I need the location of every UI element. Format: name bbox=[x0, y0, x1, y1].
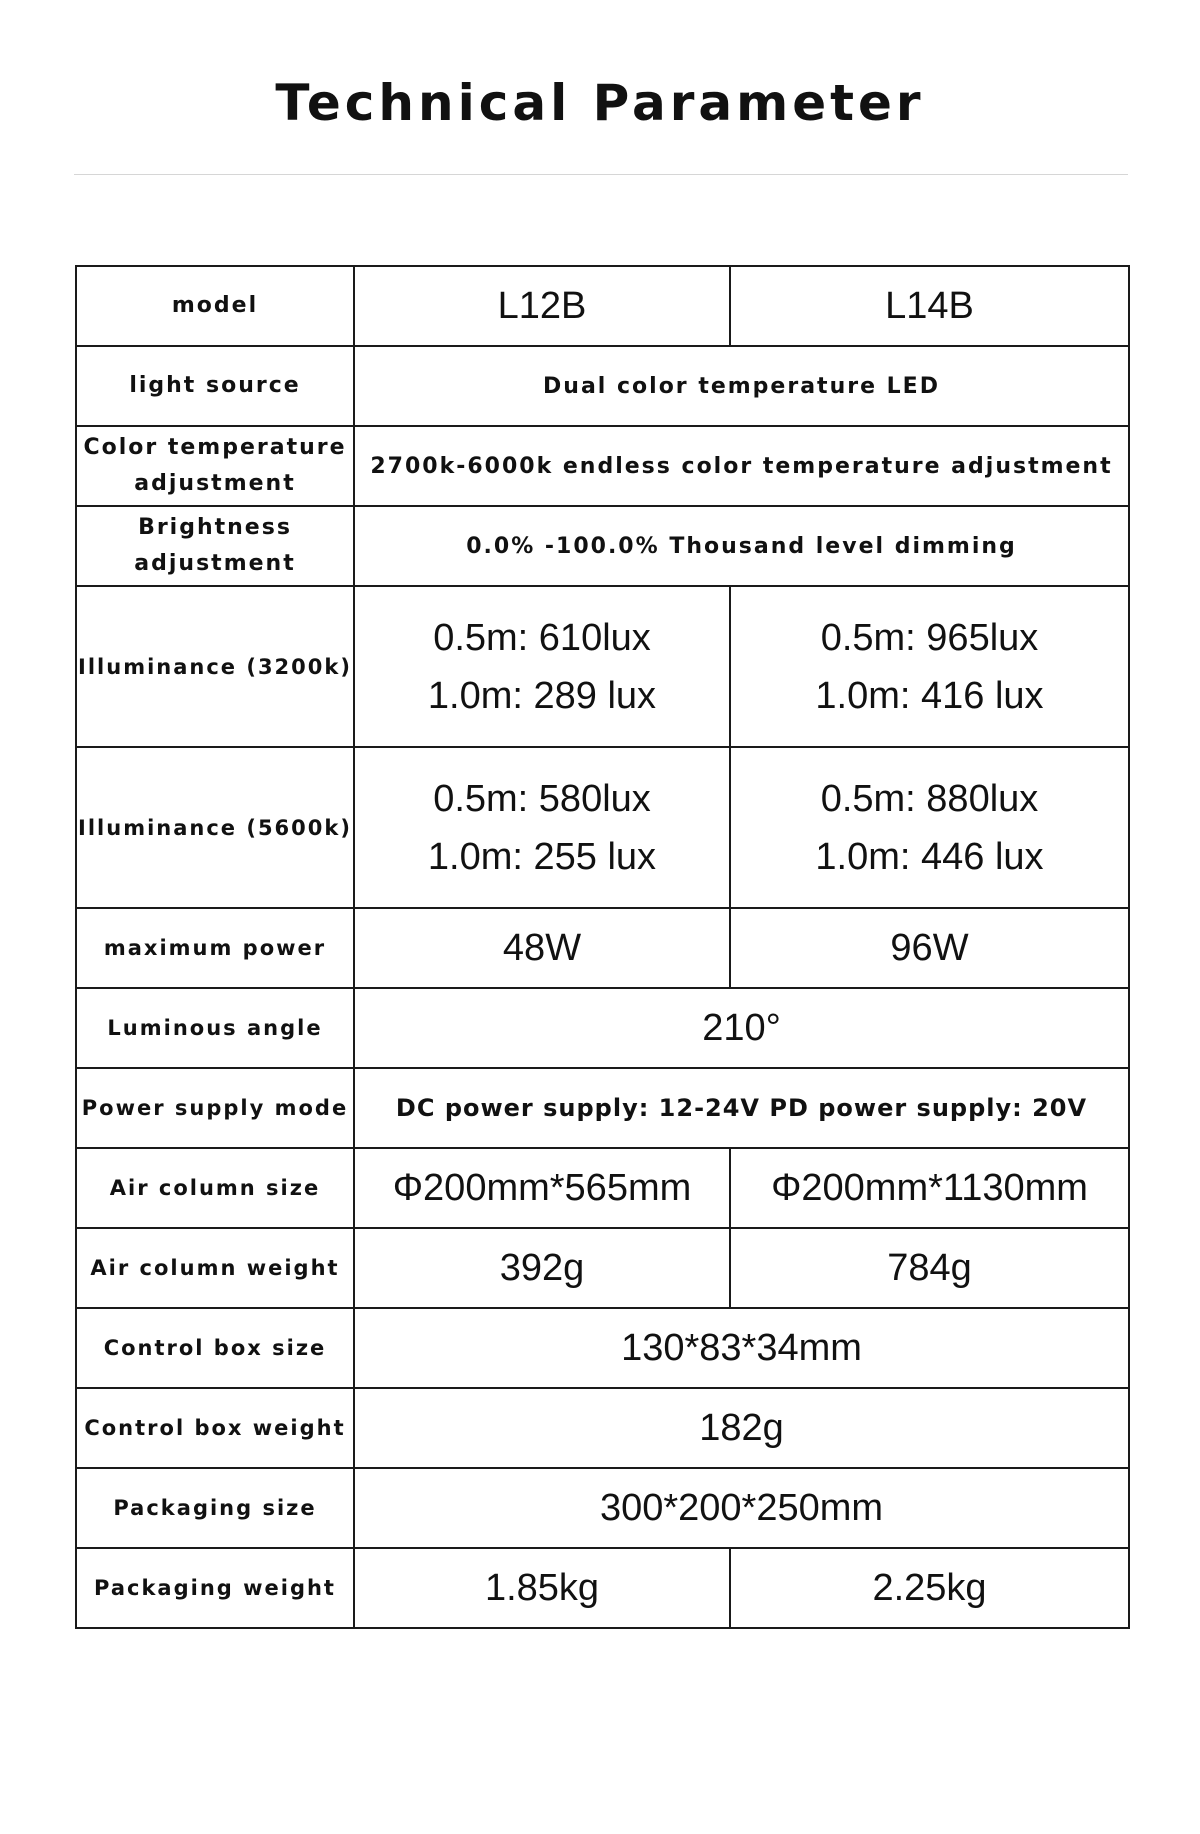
row-label-brightness-line1: Brightness bbox=[138, 515, 292, 540]
row-label-control-box-weight: Control box weight bbox=[76, 1388, 354, 1468]
brightness-value: 0.0% -100.0% Thousand level dimming bbox=[354, 506, 1129, 586]
luminous-angle-value: 210° bbox=[354, 988, 1129, 1068]
illuminance-3200k-l14b bbox=[730, 586, 1129, 747]
row-label-packaging-weight: Packaging weight bbox=[76, 1548, 354, 1628]
title-divider bbox=[74, 174, 1128, 175]
illuminance-3200k-l12b bbox=[354, 586, 730, 747]
illuminance-3200k-l12b-10m: 1.0m: 289 lux bbox=[427, 674, 657, 717]
illuminance-5600k-l12b-05m: 0.5m: 580lux bbox=[433, 777, 651, 820]
table-row-illuminance-3200k bbox=[76, 586, 1129, 747]
row-label-color-temperature-line2: adjustment bbox=[134, 471, 296, 496]
control-box-weight-value: 182g bbox=[354, 1388, 1129, 1468]
illuminance-3200k-l14b-10m: 1.0m: 416 lux bbox=[815, 674, 1044, 717]
table-row-air-column-size bbox=[76, 1148, 1129, 1228]
row-label-brightness-line2: adjustment bbox=[134, 551, 296, 576]
table-row-color-temperature bbox=[76, 426, 1129, 506]
light-source-value: Dual color temperature LED bbox=[354, 346, 1129, 426]
illuminance-3200k-l12b-05m: 0.5m: 610lux bbox=[433, 616, 651, 659]
model-l12b: L12B bbox=[354, 266, 730, 346]
illuminance-3200k-l14b-05m: 0.5m: 965lux bbox=[820, 616, 1039, 659]
illuminance-5600k-l12b bbox=[354, 747, 730, 908]
maximum-power-l14b: 96W bbox=[730, 908, 1129, 988]
row-label-luminous-angle: Luminous angle bbox=[76, 988, 354, 1068]
packaging-weight-l14b: 2.25kg bbox=[730, 1548, 1129, 1628]
table-row-maximum-power bbox=[76, 908, 1129, 988]
illuminance-5600k-l14b bbox=[730, 747, 1129, 908]
color-temperature-value: 2700k-6000k endless color temperature adjustment bbox=[354, 426, 1129, 506]
row-label-control-box-size: Control box size bbox=[76, 1308, 354, 1388]
packaging-weight-l12b: 1.85kg bbox=[354, 1548, 730, 1628]
table-row-brightness bbox=[76, 506, 1129, 586]
row-label-model: model bbox=[76, 266, 354, 346]
row-label-illuminance-3200k: Illuminance (3200k) bbox=[76, 586, 354, 747]
table-row-packaging-size bbox=[76, 1468, 1129, 1548]
air-column-weight-l14b: 784g bbox=[730, 1228, 1129, 1308]
table-row-air-column-weight bbox=[76, 1228, 1129, 1308]
illuminance-5600k-l12b-10m: 1.0m: 255 lux bbox=[427, 835, 657, 878]
maximum-power-l12b: 48W bbox=[354, 908, 730, 988]
row-label-maximum-power: maximum power bbox=[76, 908, 354, 988]
packaging-size-value: 300*200*250mm bbox=[354, 1468, 1129, 1548]
illuminance-5600k-l14b-10m: 1.0m: 446 lux bbox=[815, 835, 1044, 878]
row-label-color-temperature-line1: Color temperature bbox=[83, 435, 347, 460]
air-column-size-l14b: Φ200mm*1130mm bbox=[730, 1148, 1129, 1228]
table-row-power-supply bbox=[76, 1068, 1129, 1148]
row-label-color-temperature bbox=[76, 426, 354, 506]
row-label-air-column-weight: Air column weight bbox=[76, 1228, 354, 1308]
table-row-control-box-weight bbox=[76, 1388, 1129, 1468]
model-l14b: L14B bbox=[730, 266, 1129, 346]
row-label-illuminance-5600k: Illuminance (5600k) bbox=[76, 747, 354, 908]
table-row-control-box-size bbox=[76, 1308, 1129, 1388]
table-row-illuminance-5600k bbox=[76, 747, 1129, 908]
air-column-size-l12b: Φ200mm*565mm bbox=[354, 1148, 730, 1228]
row-label-light-source: light source bbox=[76, 346, 354, 426]
illuminance-5600k-l14b-05m: 0.5m: 880lux bbox=[820, 777, 1039, 820]
table-row-packaging-weight bbox=[76, 1548, 1129, 1628]
spec-table bbox=[75, 265, 1130, 1629]
page-title: Technical Parameter bbox=[275, 74, 925, 132]
air-column-weight-l12b: 392g bbox=[354, 1228, 730, 1308]
row-label-brightness bbox=[76, 506, 354, 586]
row-label-packaging-size: Packaging size bbox=[76, 1468, 354, 1548]
table-row-model bbox=[76, 266, 1129, 346]
table-row-light-source bbox=[76, 346, 1129, 426]
table-row-luminous-angle bbox=[76, 988, 1129, 1068]
control-box-size-value: 130*83*34mm bbox=[354, 1308, 1129, 1388]
row-label-air-column-size: Air column size bbox=[76, 1148, 354, 1228]
row-label-power-supply: Power supply mode bbox=[76, 1068, 354, 1148]
power-supply-value: DC power supply: 12-24V PD power supply: 20V bbox=[354, 1068, 1129, 1148]
